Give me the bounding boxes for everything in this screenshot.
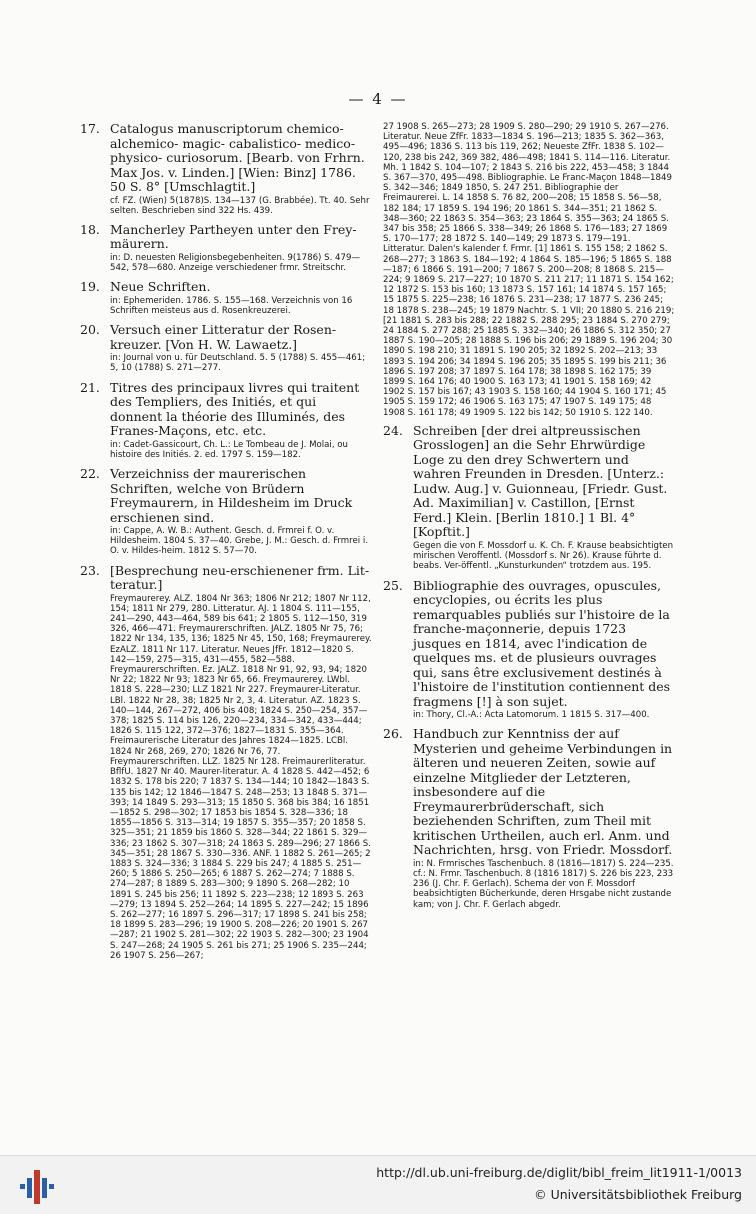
entry-number: 17.	[80, 121, 100, 136]
entry-number: 21.	[80, 379, 100, 395]
entry-note: in: D. neuesten Religionsbegebenheiten. 9(1786) S. 479—542, 578—680. Anzeige verschiedener frmr. Streitschr.	[110, 252, 361, 274]
entry-note: in: Ephemeriden. 1786. S. 155—168. Verzeichnis von 16 Schriften meisteus aus d. Rosenkreuzerei.	[110, 295, 353, 317]
entry-title: Verzeichniss der maurerischen Schriften, welche von Brüdern Freymaurern, in Hildesheim im Druck erschienen sind.	[110, 466, 353, 525]
entry-note: in: Cadet-Gassicourt, Ch. L.: Le Tombeau de J. Molai, ou histoire des Initiés. 2. ed. 1797 S. 159—182.	[110, 439, 348, 460]
entry-number: 24.	[383, 422, 403, 438]
entry-23	[80, 564, 372, 961]
right-column	[383, 122, 675, 917]
entry-title: Neue Schriften.	[110, 279, 211, 295]
entry-note: in: Journal von u. für Deutschland. 5. 5 (1788) S. 455—461; 5, 10 (1788) S. 271—277.	[110, 353, 366, 374]
entry-25	[383, 579, 675, 721]
entry-number: 19.	[80, 279, 100, 295]
entry-title: Catalogus manuscriptorum chemico-alchemico- magic- cabalistico- medico-physico- curiosorum. [Bearb. von Frhrn. Max Jos. v. Linden.] [Wien: Binz] 1786. 50 S. 8° [Umschlagtit.]	[110, 121, 365, 194]
entry-title: Versuch einer Litteratur der Rosen-kreuzer. [Von H. W. Lawaetz.]	[110, 322, 337, 352]
entry-19	[80, 280, 372, 316]
copyright-text: © Universitätsbibliothek Freiburg	[534, 1187, 742, 1202]
entry-18	[80, 223, 372, 273]
entry-title: Schreiben [der drei altpreussischen Grosslogen] an die Sehr Ehrwürdige Loge zu den drey Schwertern und wahren Freunden in Dresden. [Unterz.: Ludw. Aug.] v. Guionneau, [Friedr. Gust. Ad. Maximilian] v. Castillon, [Ernst Ferd.] Klein. [Berlin 1810.] 1 Bl. 4° [Kopftit.]	[413, 422, 668, 540]
entry-note: Freymaurerey. ALZ. 1804 Nr 363; 1806 Nr 212; 1807 Nr 112, 154; 1811 Nr 279, 280. Litteratur. AJ. 1 1804 S. 111—155, 241—290, 443—464, 589 bis 641; 2 1805 S. 112—150, 319 326, 466—471. Freymaurerschriften. JALZ. 1805 Nr 75, 76; 1822 Nr 134, 135, 136; 1825 Nr 45, 150, 168; Freymaurerey. EzALZ. 1811 Nr 117. Literatur. Neues JfFr. 1812—1820 S. 142—159, 275—315, 431—455, 582—588. Freymaurerschriften. Ez. JALZ. 1818 Nr 91, 92, 93, 94; 1820 Nr 22; 1822 Nr 93; 1823 Nr 65, 66. Freymaurerey. LWbl. 1818 S. 228—230; LLZ 1821 Nr 227. Freymaurer-Literatur. LBl. 1822 Nr 28, 38; 1825 Nr 2, 3, 4. Literatur. AZ. 1823 S. 140—144, 267—272, 406 bis 408; 1824 S. 250—254, 357—378; 1825 S. 114 bis 126, 220—234, 334—342, 433—444; 1826 S. 115 122, 372—376; 1827—1831 S. 355—364. Freimaurerische Literatur des Jahres 1824—1825. LCBl. 1824 Nr 268, 269, 270; 1826 Nr 76, 77. Freymaurerschriften. LLZ. 1825 Nr 128. Freimaurerliteratur. BflfU. 1827 Nr 40. Maurer-literatur. A. 4 1828 S. 442—452; 6 1832 S. 178 bis 220; 7 1837 S. 134—144; 10 1842—1843 S. 135 bis 142; 12 1846—1847 S. 248—253; 13 1848 S. 371—393; 14 1849 S. 293—313; 15 1850 S. 368 bis 384; 16 1851—1852 S. 298—302; 17 1853 bis 1854 S. 328—336; 18 1855—1856 S. 313—314; 19 1857 S. 355—357; 20 1858 S. 325—351; 21 1859 bis 1860 S. 328—344; 22 1861 S. 329—336; 23 1862 S. 307—318; 24 1863 S. 289—296; 27 1866 S. 345—351; 28 1867 S. 330—336. ANF. 1 1882 S. 261—265; 2 1883 S. 324—336; 3 1884 S. 229 bis 247; 4 1885 S. 251—260; 5 1886 S. 250—265; 6 1887 S. 262—274; 7 1888 S. 274—287; 8 1889 S. 283—300; 9 1890 S. 268—282; 10 1891 S. 245 bis 256; 11 1892 S. 223—238; 12 1893 S. 263—279; 13 1894 S. 252—264; 14 1895 S. 227—242; 15 1896 S. 262—277; 16 1897 S. 296—317; 17 1898 S. 241 bis 258; 18 1899 S. 283—296; 19 1900 S. 208—226; 20 1901 S. 267—287; 21 1902 S. 281—302; 22 1903 S. 282—300; 23 1904 S. 247—268; 24 1905 S. 261 bis 271; 25 1906 S. 235—244; 26 1907 S. 256—267;	[110, 593, 372, 961]
entry-24	[383, 424, 675, 572]
university-logo-icon	[18, 1166, 58, 1206]
entry-note: Gegen die von F. Mossdorf u. K. Ch. F. Krause beabsichtigten mirischen Veroffentl. (Mossdorf s. Nr 26). Krause führte d. beabs. Ver-öffentl. „Kunsturkunden“ trotzdem aus. 195.	[413, 540, 674, 572]
entry-note: in: Thory, Cl.-A.: Acta Latomorum. 1 1815 S. 317—400.	[413, 710, 650, 720]
entry-number: 18.	[80, 221, 100, 237]
entry-note: in: N. Frmrisches Taschenbuch. 8 (1816—1817) S. 224—235. cf.: N. Frmr. Taschenbuch. 8 (1816 1817) S. 226 bis 223, 233 236 (J. Chr. F. Gerlach). Schema der von F. Mossdorf beabsichtigten Bücherkunde, deren Hrsgabe nicht zustande kam; von J. Chr. F. Gerlach abgedr.	[413, 858, 674, 910]
entry-title: [Besprechung neu-erschienener frm. Lit-teratur.]	[110, 562, 370, 593]
entry-title: Titres des principaux livres qui traitent des Templiers, des Initiés, et qui donnent la théorie des Illuminés, des Franes-Maçons, etc. etc.	[110, 379, 360, 439]
entry-title: Bibliographie des ouvrages, opuscules, encyclopies, ou écrits les plus remarquables publiés sur l'histoire de la franche-maçonnerie, depuis 1723 jusques en 1814, avec l'indication de quelques ms. et de plusieurs ouvrages qui, sans être exclusivement destinés à l'histoire de l'institution contiennent des fragmens [!] à son sujet.	[413, 577, 671, 709]
entry-21	[80, 381, 372, 460]
entry-number: 26.	[383, 726, 403, 742]
entry-number: 25.	[383, 577, 403, 593]
entry-17	[80, 122, 372, 216]
entry-number: 23.	[80, 562, 100, 578]
left-column	[80, 122, 372, 968]
footer-bar	[0, 1155, 756, 1214]
entry-number: 20.	[80, 322, 100, 338]
document-url-link[interactable]: http://dl.ub.uni-freiburg.de/diglit/bibl_freim_lit1911-1/0013	[376, 1165, 742, 1180]
entry-20	[80, 323, 372, 373]
page-number: — 4 —	[348, 90, 408, 108]
entry-number: 22.	[80, 466, 100, 482]
entry-note: cf. FZ. (Wien) 5(1878)S. 134—137 (G. Brabbée). Tt. 40. Sehr selten. Beschrieben sind 322 Hs. 439.	[110, 195, 370, 216]
entry-26	[383, 727, 675, 910]
entry-22	[80, 467, 372, 557]
entry-title: Mancherley Partheyen unter den Frey-mäurern.	[110, 221, 357, 252]
entry-note: in: Cappe, A. W. B.: Authent. Gesch. d. Frmrei f. O. v. Hildesheim. 1804 S. 37—40. Grebe, J. M.: Gesch. d. Frmrei i. O. v. Hildes-heim. 1812 S. 57—70.	[110, 526, 369, 557]
entry-title: Handbuch zur Kenntniss der auf Mysterien und geheime Verbindungen in älteren und neueren Zeiten, sowie auf einzelne Mitglieder der Letzteren, insbesondere auf die Freymaurerbrüderschaft, sich beziehenden Schriften, zum Theil mit kritischen Urtheilen, auch erl. Anm. und Nachrichten, hrsg. von Friedr. Mossdorf.	[413, 726, 673, 858]
entry-23-continuation: 27 1908 S. 265—273; 28 1909 S. 280—290; 29 1910 S. 267—276. Literatur. Neue ZfFr. 1833—1834 S. 196—213; 1835 S. 362—363, 495—496; 1836 S. 113 bis 119, 262; Neueste ZfFr. 1838 S. 102—120, 238 bis 242, 369 382, 486—498; 1841 S. 114—116. Literatur. Mh. 1 1842 S. 104—107; 2 1843 S. 216 bis 222, 453—458; 3 1844 S. 367—370, 495—498. Bibliographie. Le Franc-Maçon 1848—1849 S. 342—346; 1849 1850, S. 247 251. Bibliographie der Freimaurerei. L. 14 1858 S. 76 82, 200—208; 15 1858 S. 56—58, 182 184; 17 1859 S. 194 196; 20 1861 S. 344—351; 21 1862 S. 348—360; 22 1863 S. 354—363; 23 1864 S. 355—363; 24 1865 S. 347 bis 358; 25 1866 S. 338—349; 26 1868 S. 176—183; 27 1869 S. 170—177; 28 1872 S. 140—149; 29 1873 S. 179—191. Litteratur. Dalen's kalender f. Frmr. [1] 1861 S. 155 158; 2 1862 S. 268—277; 3 1863 S. 184—192; 4 1864 S. 185—196; 5 1865 S. 188—187; 6 1866 S. 191—200; 7 1867 S. 200—208; 8 1868 S. 215—224; 9 1869 S. 217—227; 10 1870 S. 211 217; 11 1871 S. 154 162; 12 1872 S. 153 bis 160; 13 1873 S. 157 161; 14 1874 S. 157 165; 15 1875 S. 225—238; 16 1876 S. 231—238; 17 1877 S. 236 245; 18 1878 S. 238—245; 19 1879 Nachtr. S. 1 VII; 20 1880 S. 216 219; [21 1881 S. 283 bis 288; 22 1882 S. 288 295; 23 1884 S. 270 279; 24 1884 S. 277 288; 25 1885 S. 332—340; 26 1886 S. 312 350; 27 1887 S. 190—205; 28 1888 S. 196 bis 206; 29 1889 S. 196 204; 30 1890 S. 198 210; 31 1891 S. 190 205; 32 1892 S. 202—213; 33 1893 S. 194 206; 34 1894 S. 196 205; 35 1895 S. 199 bis 211; 36 1896 S. 197 208; 37 1897 S. 164 178; 38 1898 S. 162 175; 39 1899 S. 164 176; 40 1900 S. 163 173; 41 1901 S. 158 169; 42 1902 S. 157 bis 167; 43 1903 S. 158 160; 44 1904 S. 160 171; 45 1905 S. 159 172; 46 1906 S. 163 175; 47 1907 S. 149 175; 48 1908 S. 161 178; 49 1909 S. 122 bis 142; 50 1910 S. 122 140.	[383, 122, 675, 418]
